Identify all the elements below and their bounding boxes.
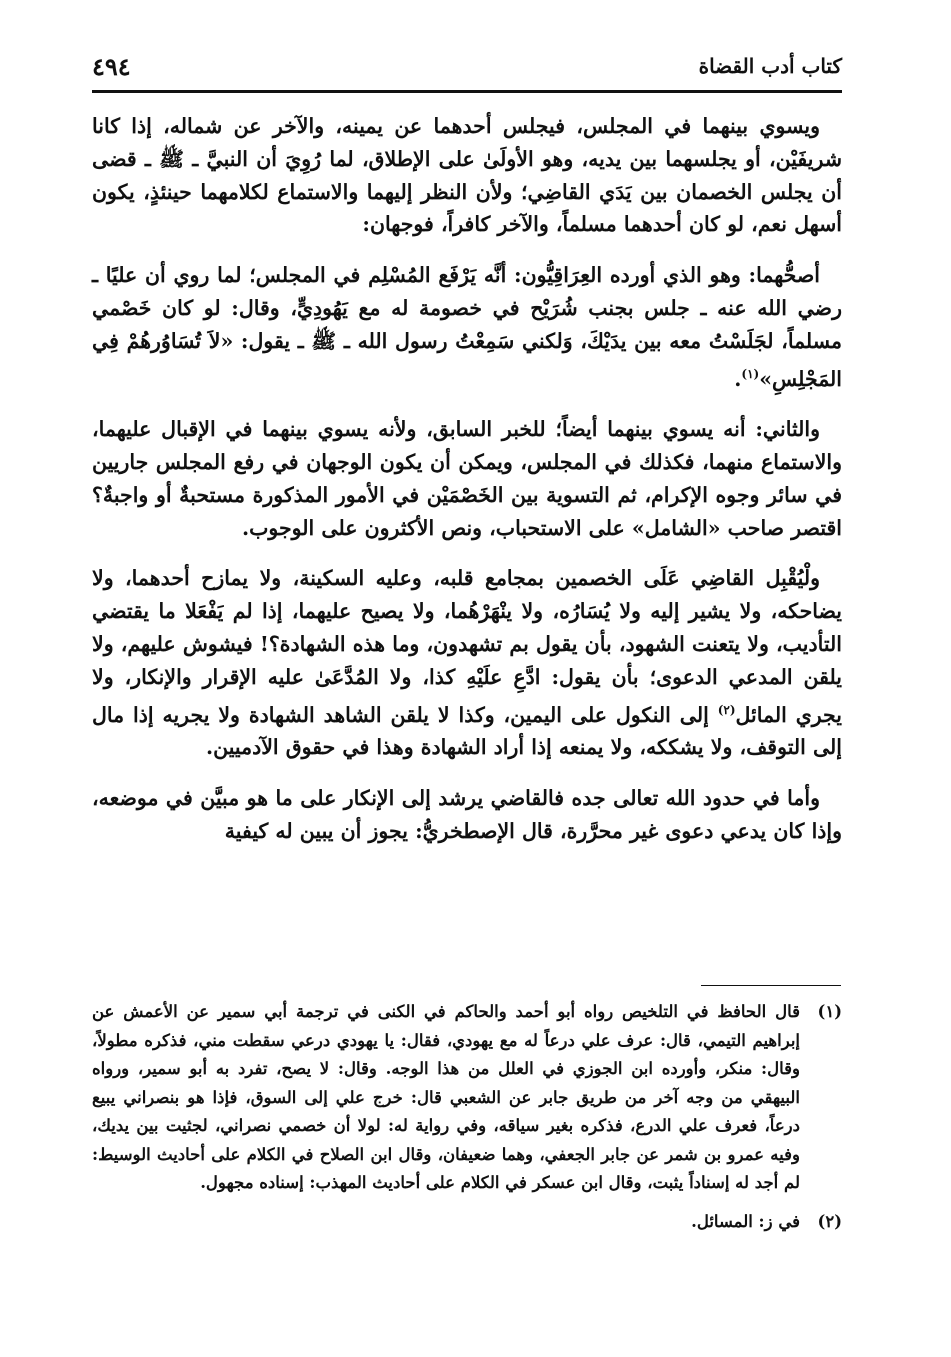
paragraph-text: ويسوي بينهما في المجلس، فيجلس أحدهما عن يمينه، والآخر عن شماله، إذا كانا شريفَيْن، أو يجلسهما بين يديه، وهو الأولَىٰ على الإطلاق، لما رُوِيَ أن النبيَّ ـ ﷺ ـ قضى أن يجلس الخصمان بين يَدَي القاضِي؛ ولأن النظر إليهما والاستماع لكلامهما حينئذٍ، يكون أسهل نعم، لو كان أحدهما مسلماً، والآخر كافراً، فوجهان: [92, 114, 842, 237]
paragraph-lead: والثاني: [755, 417, 820, 442]
paragraph [92, 259, 842, 395]
footnote-divider [701, 985, 841, 986]
paragraph-text: ولْيُقْبِل القاضِي عَلَى الخصمين بمجامع قلبه، وعليه السكينة، ولا يمازح أحدهما، ولا يضاحكه، ولا يشير إليه ولا يُسَارُه، ولا ينْهَرْهُما، ولا يصيح عليهما، إذا لم يَفْعَلا ما يقتضي التأديب، ولا يتعنت الشهود، بأن يقول بم تشهدون، وما هذه الشهادة؟! فيشوش عليهم، ولا يلقن المدعي الدعوى؛ بأن يقول: ادَّعِ علَيْهِ كذا، ولا المُدَّعَىٰ عليه الإقرار والإنكار، ولا يجري المائل [92, 566, 842, 727]
footnote [92, 1208, 842, 1237]
page-header [92, 50, 842, 93]
paragraph [92, 782, 842, 848]
paragraph-text: وهو الذي أورده العِرَاقِيُّون: أنَّه يَرْفَع المُسْلِم في المجلس؛ لما روي أن عليًا ـ رضي الله عنه ـ جلس بجنب شُرَيْح في خصومة له مع يَهُودِيٍّ، وقال: لو كان خَصْمي مسلماً، لجَلَسْتُ معه بين يدَيْكَ، وَلكني سَمِعْتُ رسول الله ـ ﷺ ـ يقول: «لاَ تُسَاوُرهُمْ فِي المَجْلِسِ» [92, 263, 842, 391]
paragraph-tail: . [734, 366, 742, 391]
footnote-reference: (١) [741, 366, 760, 381]
paragraph [92, 562, 842, 764]
footnote-text: في ز: المسائل. [691, 1211, 800, 1231]
paragraph-lead: أصحُّهما: [748, 263, 820, 288]
footnote-number: (١) [817, 1002, 842, 1021]
paragraph [92, 110, 842, 241]
footnote-number: (٢) [817, 1211, 842, 1231]
running-title: كتاب أدب القضاة [698, 54, 842, 78]
paragraph [92, 413, 842, 544]
footnote [92, 998, 842, 1198]
footnote-reference: (٢) [717, 702, 736, 717]
paragraph-text: أنه يسوي بينهما أيضاً؛ للخبر السابق، ولأنه يسوي بينهما في الإقبال عليهما، والاستماع منهما، فكذلك في المجلس، ويمكن أن يكون الوجهان في رفع المجلس جاريين في سائر وجوه الإكرام، ثم التسوية بين الخَصْمَيْن في الأمور المذكورة مستحبةٌ أو واجبةٌ؟ اقتصر صاحب «الشامل» على الاستحباب، ونص الأكثرون على الوجوب. [92, 417, 842, 540]
paragraph-tail: إلى النكول على اليمين، وكذا لا يلقن الشاهد الشهادة ولا يجريه إذا مال إلى التوقف، ولا يشككه، ولا يمنعه إذا أراد الشهادة وهذا في حقوق الآدميين. [92, 702, 842, 760]
paragraph-text: وأما في حدود الله تعالى جده فالقاضي يرشد إلى الإنكار على ما هو مبيَّن في موضعه، وإذا كان يدعي دعوى غير محرَّرة، قال الإصطخريُّ: يجوز أن يبين له كيفية [92, 786, 842, 843]
page-number: ٤٩٤ [92, 52, 131, 81]
main-text [92, 110, 842, 860]
footnote-text: قال الحافظ في التلخيص رواه أبو أحمد والحاكم في الكنى في ترجمة أبي سمير عن الأعمش عن إبراهيم التيمي، قال: عرف علي درعاً له مع يهودي، فقال: يا يهودي درعي سقطت مني، فذكره مطولاً، وقال: منكر، وأورده ابن الجوزي في العلل من هذا الوجه. وقال: لا يصح، تفرد به أبو سمير، ورواه البيهقي من وجه آخر من طريق جابر عن الشعبي قال: خرج علي إلى السوق، فإذا هو بنصراني يبيع درعاً، فعرف علي الدرع، فذكره بغير سياقه، وفي رواية له: لولا أن خصمي نصراني، لجثيت بين يديك، وفيه عمرو بن شمر عن جابر الجعفي، وهما ضعيفان، وقال ابن الصلاح في الكلام على أحاديث الوسيط: لم أجد له إسناداً يثبت، وقال ابن عسكر في الكلام على أحاديث المهذب: إسناده مجهول. [92, 1002, 800, 1192]
footnotes [92, 998, 842, 1246]
